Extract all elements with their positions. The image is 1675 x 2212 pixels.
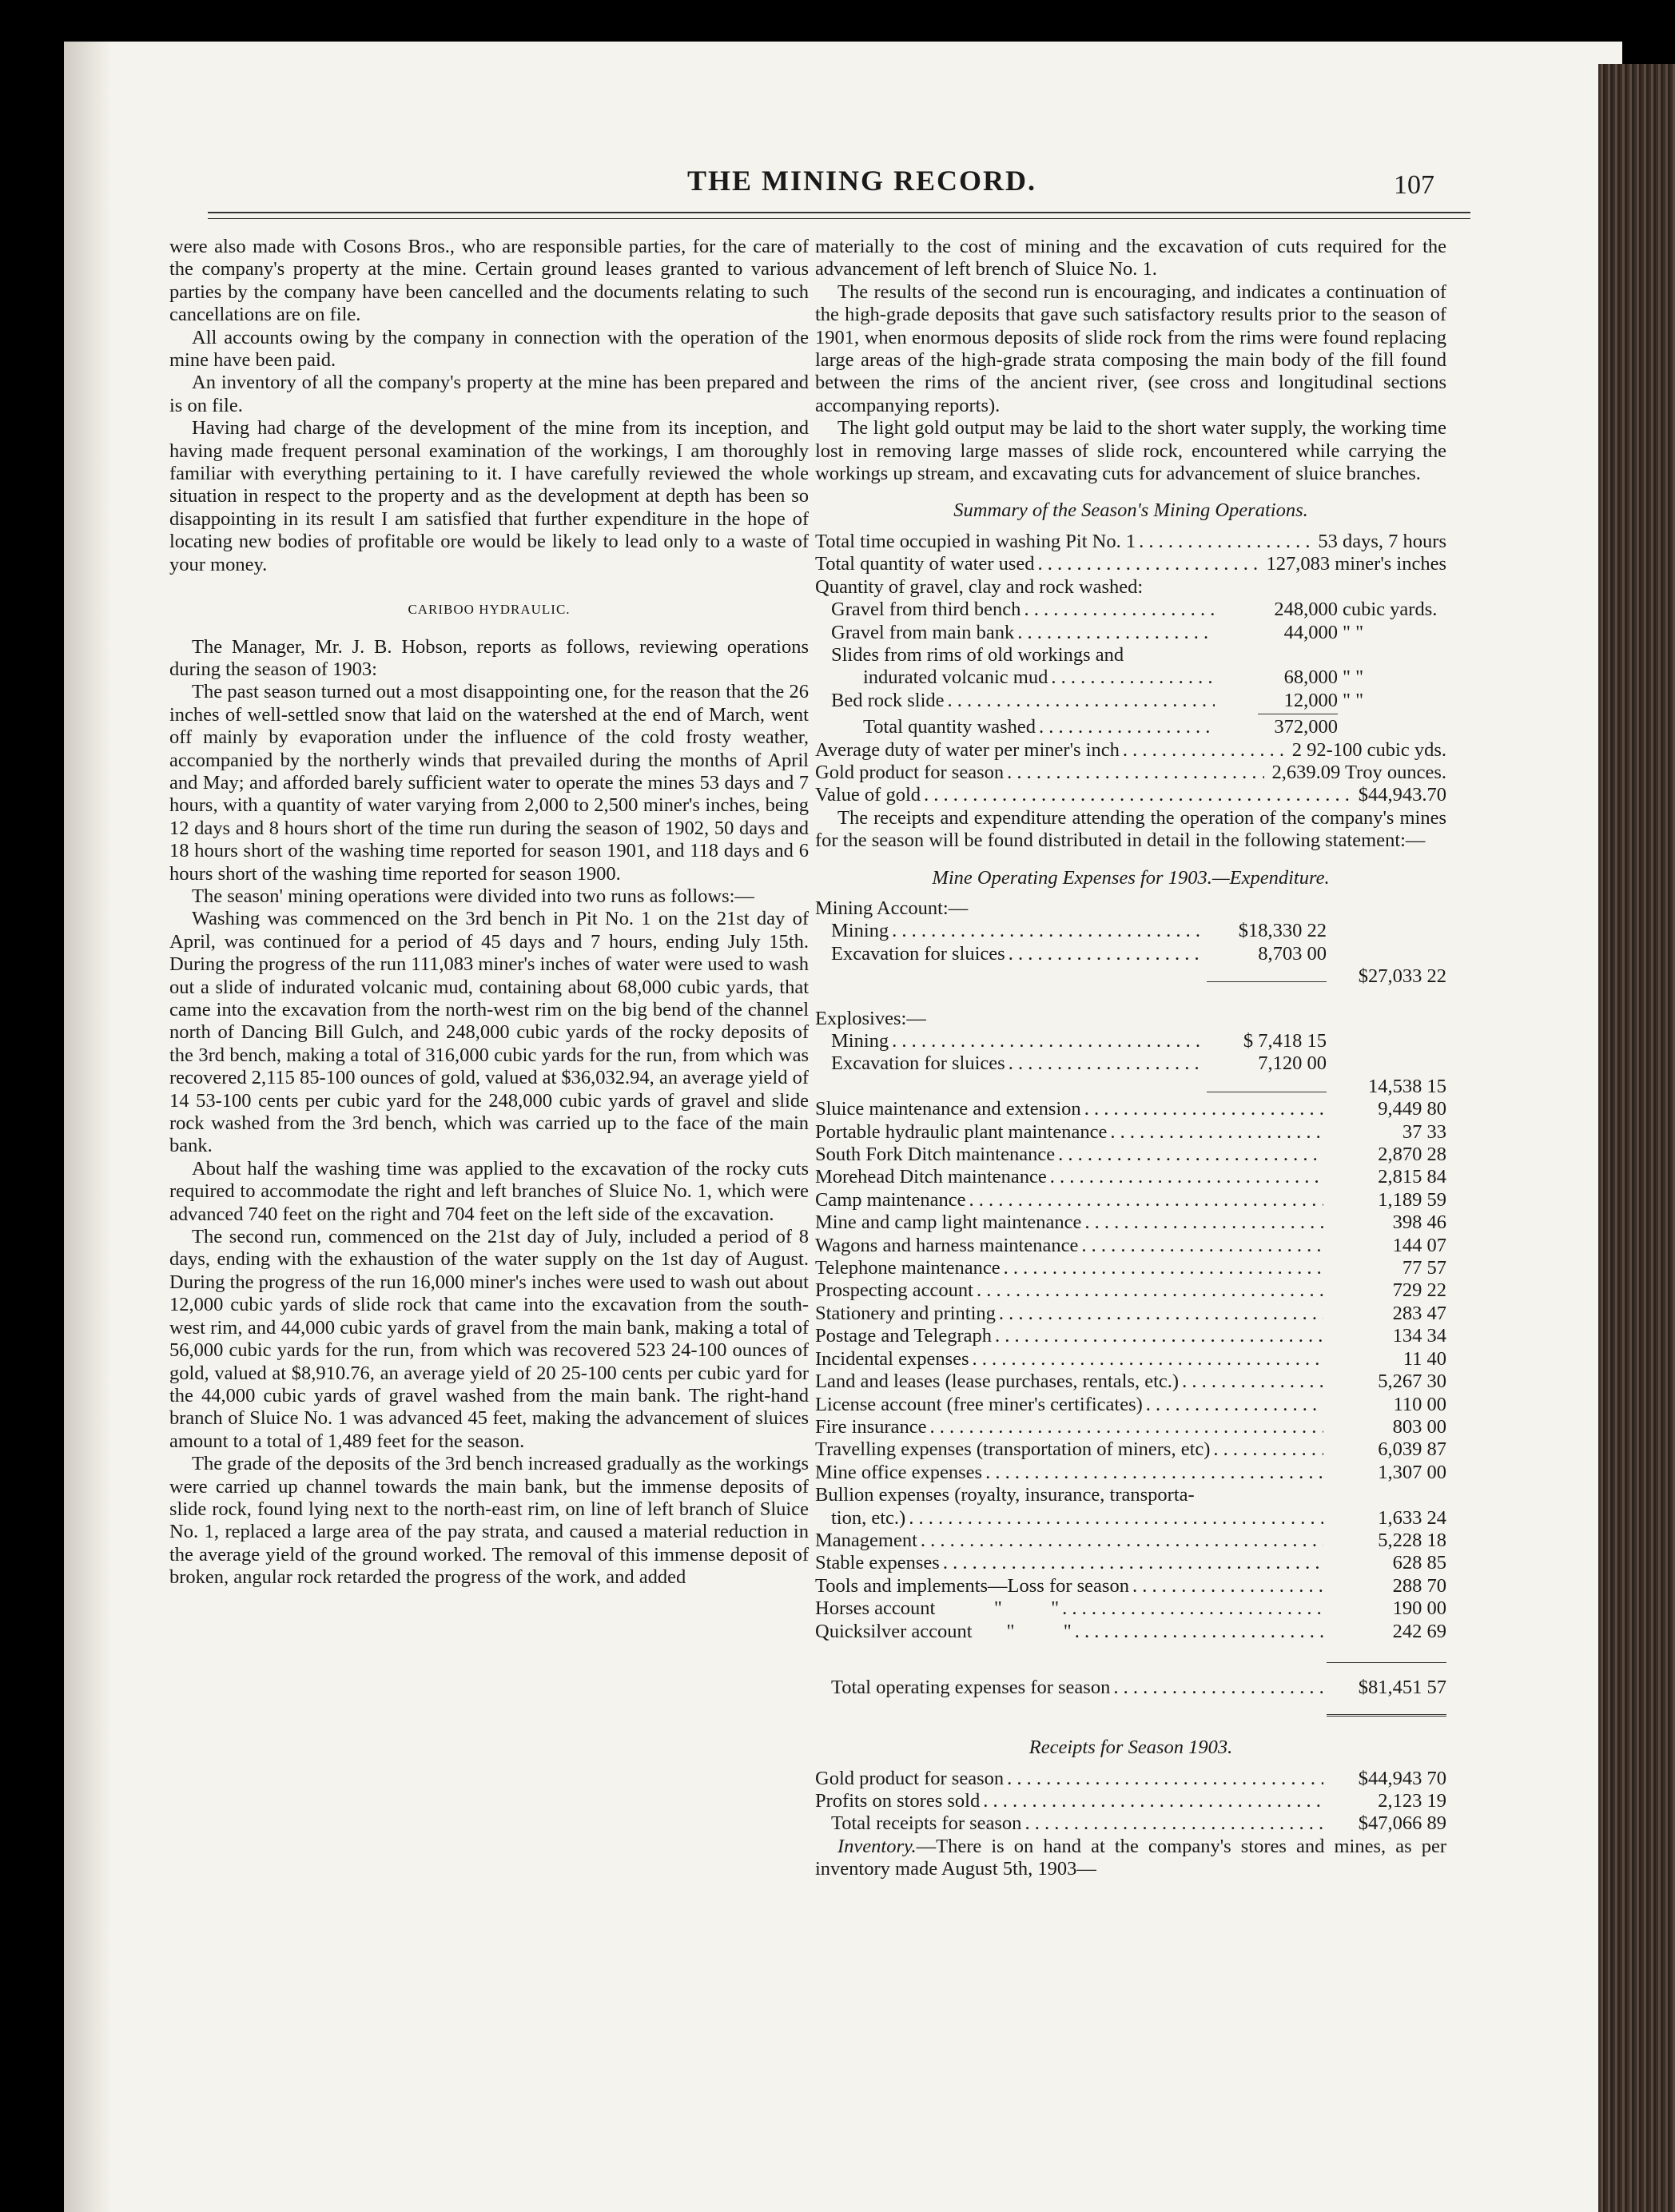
leader-dots	[977, 1279, 1323, 1302]
leader-dots	[973, 1348, 1323, 1371]
receipt-label: Gold product for season	[815, 1767, 1005, 1789]
expense-value: 7,120 00	[1258, 1052, 1327, 1075]
summary-item-row	[815, 666, 1446, 689]
leader-dots	[929, 1416, 1323, 1438]
summary-value: 53 days, 7 hours	[1318, 530, 1446, 552]
expense-value: 8,703 00	[1258, 942, 1327, 965]
expense-label: Mining	[831, 1030, 889, 1052]
summary-total-row	[815, 716, 1446, 738]
summary-item-row	[815, 599, 1446, 621]
leader-dots	[1058, 1144, 1323, 1166]
summary-row	[815, 762, 1446, 784]
expense-value: 283 47	[1392, 1302, 1446, 1324]
expense-label: Fire insurance	[815, 1415, 927, 1438]
expense-label: Mine and camp light maintenance	[815, 1211, 1082, 1234]
expense-row	[815, 1211, 1446, 1234]
summary-label: Total quantity of water used	[815, 553, 1035, 575]
expense-value: 5,267 30	[1378, 1371, 1446, 1393]
leader-dots	[1123, 739, 1284, 762]
expense-subtotal-row	[815, 1076, 1446, 1098]
total-operating-value: $81,451 57	[1358, 1677, 1446, 1699]
leader-dots	[969, 1189, 1323, 1211]
summary-item-label: Gravel from main bank	[831, 621, 1015, 643]
expense-row	[815, 1438, 1446, 1461]
page-gutter-shadow	[64, 42, 112, 2212]
inventory-text: —There is on hand at the company's stores and mines, as per inventory made August 5th, 1903—	[815, 1835, 1446, 1880]
expense-value: $ 7,418 15	[1243, 1030, 1327, 1052]
inventory-lead: Inventory.	[838, 1835, 917, 1857]
leader-dots	[1182, 1371, 1323, 1393]
leader-dots	[1213, 1438, 1323, 1461]
expense-label: Stable expenses	[815, 1552, 940, 1574]
paragraph: The second run, commenced on the 21st day of July, included a period of 8 days, ending with the exhaustion of the water supply on the 1st day of August. During the progress of the run 16,000 miner's inches were used to wash out about 12,000 cubic yards of slide rock that came into the excavation from the south-west rim, and 44,000 cubic yards of gravel from the main bank, making a total of 56,000 cubic yards for the run, from which was recovered 523 24-100 ounces of gold, valued at $8,910.76, an average yield of 20 25-100 cents per cubic yard for the 44,000 cubic yards of gravel washed from the main bank. The right-hand branch of Sluice No. 1 was advanced 45 feet, making the advancement of sluices amount to a total of 1,489 feet for the season.	[169, 1226, 809, 1452]
expense-label: Incidental expenses	[815, 1347, 969, 1370]
total-operating-row	[815, 1677, 1446, 1699]
leader-dots	[1038, 553, 1259, 575]
paragraph: An inventory of all the company's property at the mine has been prepared and is on file.	[169, 372, 809, 416]
expense-value: 110 00	[1393, 1393, 1446, 1415]
expense-label: Wagons and harness maintenance	[815, 1234, 1079, 1256]
expense-label: License account (free miner's certificates)	[815, 1393, 1143, 1415]
receipt-value: 2,123 19	[1378, 1790, 1446, 1812]
summary-label: Gold product for season	[815, 761, 1005, 783]
leader-dots	[1132, 1575, 1323, 1597]
summary-value: 2,639.09 Troy ounces.	[1271, 761, 1446, 783]
summary-item-row	[815, 622, 1446, 644]
summary-row	[815, 531, 1446, 553]
expense-row	[815, 1144, 1446, 1166]
leader-dots	[909, 1507, 1323, 1530]
expense-label: Quicksilver account " "	[815, 1620, 1072, 1642]
receipt-row	[815, 1790, 1446, 1812]
leader-dots	[924, 784, 1351, 806]
expense-value: 37 33	[1402, 1120, 1446, 1143]
leader-dots	[1004, 1257, 1323, 1279]
expense-row	[815, 1621, 1446, 1643]
expense-label: Sluice maintenance and extension	[815, 1098, 1081, 1120]
leader-dots	[1024, 1812, 1323, 1835]
expense-row	[815, 1507, 1446, 1530]
expense-row	[815, 1462, 1446, 1484]
expense-label: Postage and Telegraph	[815, 1325, 992, 1347]
leader-dots	[892, 1030, 1204, 1052]
receipt-value: $44,943 70	[1358, 1767, 1446, 1789]
summary-label: Quantity of gravel, clay and rock washed:	[815, 575, 1144, 598]
right-column	[815, 236, 1446, 1881]
expense-value: 134 34	[1392, 1325, 1446, 1347]
expense-row	[815, 1484, 1446, 1506]
expense-value: 190 00	[1392, 1597, 1446, 1620]
leader-dots	[1081, 1235, 1323, 1257]
expense-row	[815, 1235, 1446, 1257]
expense-value: 628 85	[1392, 1552, 1446, 1574]
expense-value: 398 46	[1392, 1211, 1446, 1234]
expense-value: 729 22	[1392, 1279, 1446, 1302]
expense-value: 1,633 24	[1378, 1506, 1446, 1529]
expense-row	[815, 1303, 1446, 1325]
paragraph: Having had charge of the development of the mine from its inception, and having made frequent personal examination of the workings, I am thoroughly familiar with everything pertaining to it. I have carefully reviewed the whole situation in respect to the property and as the development at depth has been so disappointing in its result I am satisfied that further expenditure in the hope of locating new bodies of profitable ore would be likely to lead only to a waste of your money.	[169, 417, 809, 575]
expense-value: 1,189 59	[1378, 1188, 1446, 1211]
total-rule	[1327, 1662, 1446, 1663]
leader-dots	[983, 1790, 1323, 1812]
leader-dots	[1017, 622, 1215, 644]
expense-label: Land and leases (lease purchases, rentals, etc.)	[815, 1371, 1180, 1393]
leader-dots	[1024, 599, 1215, 621]
leader-dots	[1062, 1597, 1323, 1620]
summary-item-value: 68,000	[1283, 666, 1338, 689]
account-group-label: Explosives:—	[815, 1007, 926, 1029]
expense-value: 288 70	[1392, 1574, 1446, 1597]
leader-dots	[995, 1325, 1323, 1347]
receipt-label: Total receipts for season	[831, 1812, 1022, 1835]
expense-label: Telephone maintenance	[815, 1257, 1001, 1279]
receipt-row	[815, 1812, 1446, 1835]
expense-label: Bullion expenses (royalty, insurance, transporta-	[815, 1484, 1195, 1506]
paragraph: Washing was commenced on the 3rd bench in Pit No. 1 on the 21st day of April, was continued for a period of 45 days and 7 hours, ending July 15th. During the progress of the run 111,083 miner's inches of water were used to wash out a slide of indurated volcanic mud, containing about 68,000 cubic yards, that came into the excavation from the north-west rim on the big bend of the channel north of Dancing Bill Gulch, and 248,000 cubic yards of the rocky deposits of the 3rd bench, making a total of 316,000 cubic yards for the run, from which was recovered 2,115 85-100 ounces of gold, valued at $36,032.94, an average yield of 14 53-100 cents per cubic yard for the 248,000 cubic yards of gravel and slide rock washed from the 3rd bench, which was carried up to the face of the main bank.	[169, 908, 809, 1157]
expense-row	[815, 1348, 1446, 1371]
expense-value: 2,815 84	[1378, 1166, 1446, 1188]
receipts-heading: Receipts for Season 1903.	[1028, 1737, 1233, 1759]
paragraph: The light gold output may be laid to the short water supply, the working time lost in removing large masses of slide rock, encountered while carrying the workings up stream, and excavating cuts for advancement of sluice branches.	[815, 417, 1446, 485]
expense-row	[815, 1597, 1446, 1620]
summary-item-label: Bed rock slide	[831, 689, 945, 711]
expense-label: Portable hydraulic plant maintenance	[815, 1120, 1108, 1143]
summary-item-value: 248,000	[1274, 599, 1338, 621]
book-page-edges	[1598, 64, 1675, 2212]
receipt-row	[815, 1768, 1446, 1790]
summary-item-unit: cubic yards.	[1343, 599, 1438, 621]
summary-label: Total time occupied in washing Pit No. 1	[815, 530, 1136, 552]
expense-label: Morehead Ditch maintenance	[815, 1166, 1047, 1188]
summary-item-unit: " "	[1343, 621, 1364, 643]
leader-dots	[948, 690, 1215, 712]
summary-item-label: Gravel from third bench	[831, 599, 1021, 621]
summary-item-label: indurated volcanic mud	[863, 666, 1048, 689]
leader-dots	[1050, 1166, 1323, 1188]
header-rule	[208, 212, 1470, 213]
paragraph: The Manager, Mr. J. B. Hobson, reports as follows, reviewing operations during the season of 1903:	[169, 635, 809, 680]
expense-row	[815, 1552, 1446, 1574]
summary-label: Average duty of water per miner's inch	[815, 738, 1120, 761]
leader-dots	[1051, 666, 1215, 689]
expense-subtotal-value: $27,033 22	[1358, 965, 1446, 988]
expense-value: 9,449 80	[1378, 1098, 1446, 1120]
summary-row	[815, 576, 1446, 599]
summary-value: 2 92-100 cubic yds.	[1291, 738, 1446, 761]
expense-label: Travelling expenses (transportation of miners, etc)	[815, 1438, 1211, 1461]
expense-label: Camp maintenance	[815, 1188, 966, 1211]
expense-row	[815, 1575, 1446, 1597]
summary-row	[815, 739, 1446, 762]
expense-label: South Fork Ditch maintenance	[815, 1144, 1056, 1166]
expense-row	[815, 1166, 1446, 1188]
paragraph: The results of the second run is encouraging, and indicates a continuation of the high-grade deposits that gave such satisfactory results prior to the season of 1901, when enormous deposits of slide rock from the rims were found replacing large areas of the high-grade strata composing the main body of the fill found between the rims of the ancient river, (see cross and longitudinal sections accompanying reports).	[815, 280, 1446, 416]
leader-dots	[1084, 1211, 1323, 1234]
leader-dots	[921, 1530, 1323, 1552]
leader-dots	[1009, 1052, 1204, 1075]
summary-total-label: Total quantity washed	[863, 716, 1036, 738]
expense-value: 1,307 00	[1378, 1461, 1446, 1483]
expense-subtotal-row	[815, 965, 1446, 988]
leader-dots	[1007, 762, 1263, 784]
leader-dots	[1113, 1677, 1323, 1699]
expense-row	[815, 1371, 1446, 1393]
summary-label: Value of gold	[815, 784, 921, 806]
expense-label: Stationery and printing	[815, 1302, 996, 1324]
leader-dots	[892, 920, 1204, 942]
expense-label: tion, etc.)	[831, 1506, 906, 1529]
left-column	[169, 236, 809, 1589]
leader-dots	[1007, 1768, 1323, 1790]
summary-item-label: Slides from rims of old workings and	[831, 643, 1124, 666]
summary-row	[815, 784, 1446, 806]
summary-item-value: 12,000	[1283, 689, 1338, 711]
expense-row	[815, 1189, 1446, 1211]
running-header	[208, 164, 1470, 212]
expense-value: 2,870 28	[1378, 1144, 1446, 1166]
expense-row	[815, 1052, 1446, 1075]
expense-row	[815, 943, 1446, 965]
expense-label: Mine office expenses	[815, 1461, 983, 1483]
receipt-label: Profits on stores sold	[815, 1790, 981, 1812]
expense-label: Management	[815, 1529, 917, 1551]
expense-value: 11 40	[1402, 1347, 1446, 1370]
account-group-label: Mining Account:—	[815, 897, 969, 919]
summary-item-value: 44,000	[1283, 621, 1338, 643]
total-operating-label: Total operating expenses for season	[831, 1677, 1111, 1699]
summary-value: $44,943.70	[1358, 784, 1446, 806]
section-heading: CARIBOO HYDRAULIC.	[408, 602, 571, 618]
summary-total-value: 372,000	[1274, 716, 1338, 738]
expense-row	[815, 1530, 1446, 1552]
summary-item-row	[815, 690, 1446, 712]
expense-row	[815, 1394, 1446, 1416]
expense-value: $18,330 22	[1238, 920, 1327, 942]
expense-subtotal-value: 14,538 15	[1368, 1075, 1446, 1097]
summary-value: 127,083 miner's inches	[1266, 553, 1446, 575]
expense-label: Prospecting account	[815, 1279, 973, 1302]
leader-dots	[1075, 1621, 1323, 1643]
running-title: THE MINING RECORD.	[687, 165, 1037, 197]
expense-row	[815, 1121, 1446, 1144]
expense-row	[815, 920, 1446, 942]
expense-value: 144 07	[1392, 1234, 1446, 1256]
expense-value: 803 00	[1392, 1415, 1446, 1438]
expense-row	[815, 1325, 1446, 1347]
expense-label: Excavation for sluices	[831, 1052, 1005, 1075]
page-number: 107	[1394, 170, 1434, 200]
paragraph: The grade of the deposits of the 3rd bench increased gradually as the workings were carried up channel towards the main bank, but the immense deposits of slide rock, found lying next to the north-east rim, on line of left branch of Sluice No. 1, replaced a large area of the pay strata, and caused a material reduction in the average yield of the ground worked. The removal of this immense deposit of broken, angular rock retarded the progress of the work, and added	[169, 1453, 809, 1589]
summary-row	[815, 553, 1446, 575]
expense-label: Tools and implements—Loss for season	[815, 1574, 1129, 1597]
paragraph: About half the washing time was applied to the excavation of the rocky cuts required to accommodate the right and left branches of Sluice No. 1, which were advanced 740 feet on the right and 704 feet on the left side of the excavation.	[169, 1157, 809, 1225]
expense-row	[815, 1279, 1446, 1302]
paragraph: were also made with Cosons Bros., who are responsible parties, for the care of the company's property at the mine. Certain ground leases granted to various parties by the company have been cancelled and the documents relating to such cancellations are on file.	[169, 236, 809, 326]
paragraph: The season' mining operations were divided into two runs as follows:—	[192, 885, 754, 907]
paragraph: All accounts owing by the company in connection with the operation of the mine have been paid.	[169, 326, 809, 372]
receipt-value: $47,066 89	[1358, 1812, 1446, 1835]
leader-dots	[1146, 1394, 1323, 1416]
leader-dots	[1009, 943, 1204, 965]
paragraph: The past season turned out a most disappointing one, for the reason that the 26 inches of well-settled snow that laid on the watershed at the end of March, went off mainly by evaporation under the influence of the cold frosty weather, accompanied by the northerly winds that prevailed during the months of April and May; and afforded barely sufficient water to operate the mines 53 days and 7 hours, with a quantity of water varying from 2,000 to 2,500 miner's inches, being 12 days and 8 hours short of the time run during the season of 1902, 50 days and 18 hours short of the washing time reported for season 1901, and 118 days and 6 hours short of the washing time reported for season 1900.	[169, 681, 809, 885]
expense-value: 5,228 18	[1378, 1529, 1446, 1551]
leader-dots	[1139, 531, 1310, 553]
paragraph	[815, 1836, 1446, 1881]
double-total-rule	[1327, 1714, 1446, 1717]
leader-dots	[985, 1462, 1323, 1484]
summary-item-unit: " "	[1343, 689, 1364, 711]
leader-dots	[1110, 1121, 1323, 1144]
leader-dots	[1084, 1098, 1323, 1120]
paragraph: materially to the cost of mining and the excavation of cuts required for the advancement of left brench of Sluice No. 1.	[815, 236, 1446, 280]
summary-item-unit: " "	[1343, 666, 1364, 689]
expense-label: Excavation for sluices	[831, 942, 1005, 965]
expense-row	[815, 1098, 1446, 1120]
expense-value: 242 69	[1392, 1620, 1446, 1642]
expense-row	[815, 1257, 1446, 1279]
summary-heading: Summary of the Season's Mining Operations.	[953, 499, 1308, 522]
expense-row	[815, 1416, 1446, 1438]
leader-dots	[943, 1552, 1323, 1574]
leader-dots	[1039, 716, 1215, 738]
expenses-heading: Mine Operating Expenses for 1903.—Expenditure.	[932, 866, 1330, 889]
expense-value: 6,039 87	[1378, 1438, 1446, 1461]
expense-label: Horses account " "	[815, 1597, 1060, 1620]
header-rule-thin	[208, 218, 1470, 219]
expense-label: Mining	[831, 920, 889, 942]
summary-item-row	[815, 644, 1446, 666]
expense-value: 77 57	[1402, 1257, 1446, 1279]
paragraph: The receipts and expenditure attending the operation of the company's mines for the season will be found distributed in detail in the following statement:—	[815, 806, 1446, 852]
expense-row	[815, 1030, 1446, 1052]
leader-dots	[999, 1303, 1323, 1325]
